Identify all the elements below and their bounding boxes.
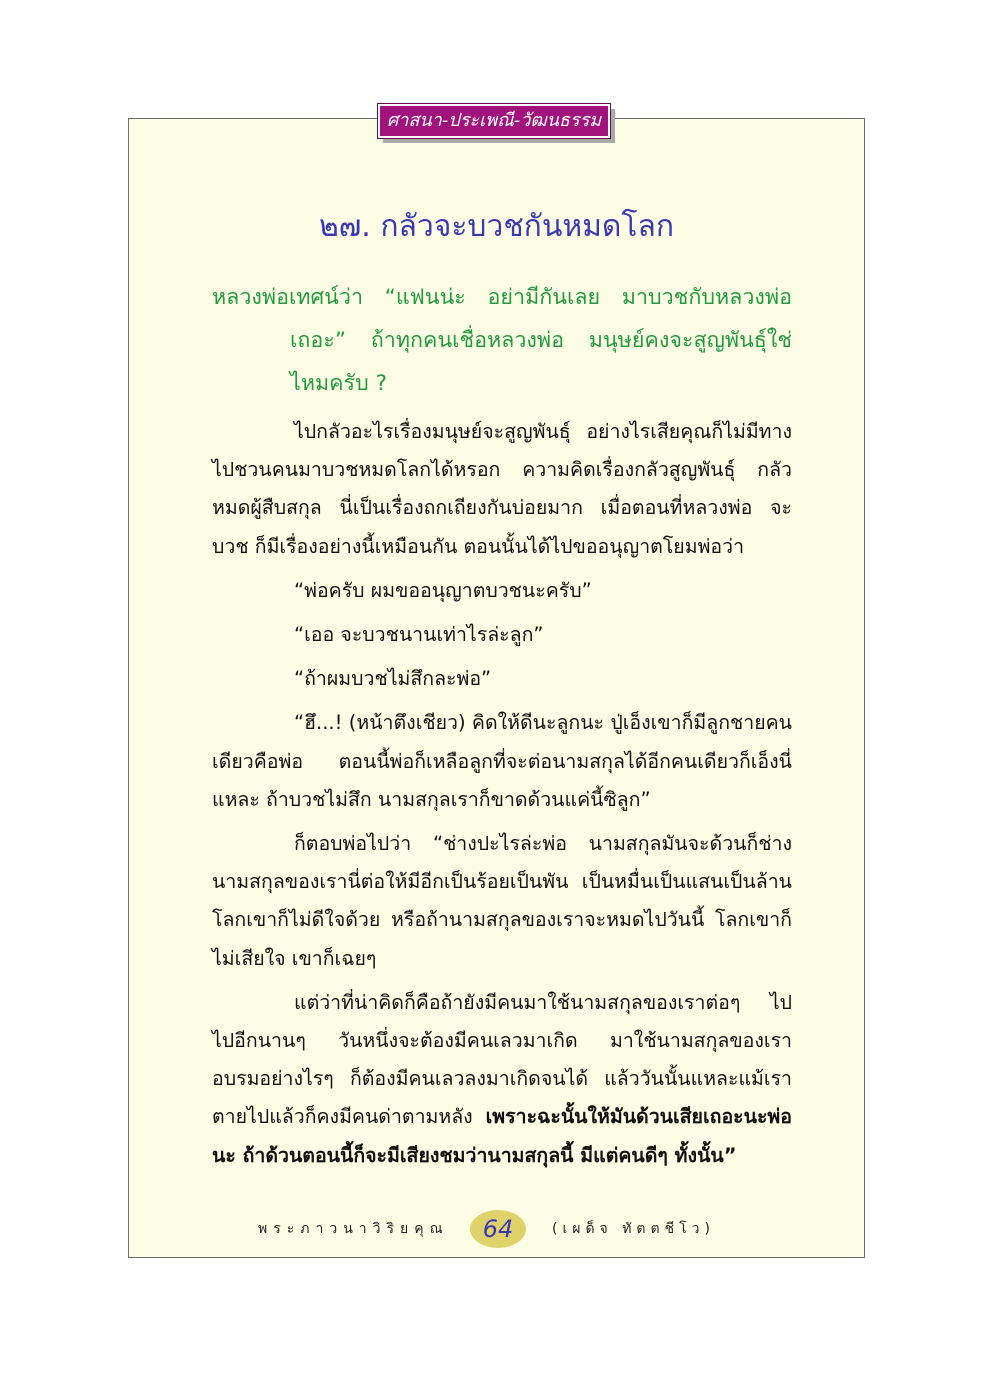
article-body xyxy=(212,413,792,1181)
paragraph-final xyxy=(212,984,792,1175)
author-name: (เผด็จ ทัตตชีโว) xyxy=(552,1221,715,1237)
dialogue-line: “ถ้าผมบวชไม่สึกละพ่อ” xyxy=(294,667,492,691)
page-number: 64 xyxy=(470,1210,526,1248)
paragraph: ก็ตอบพ่อไปว่า “ช่างปะไรล่ะพ่อ นามสกุลมันจะด้วนก็ช่างนามสกุลของเรานี่ต่อให้มีอีกเป็นร้อยเป็นพัน เป็นหมื่นเป็นแสนเป็นล้านโลกเขาก็ไม่ดีใจด้วย หรือถ้านามสกุลของเราจะหมดไปวันนี้ โลกเขาก็ไม่เสียใจ เขาก็เฉยๆ xyxy=(212,832,792,970)
paragraph-text: แต่ว่าที่น่าคิดก็คือถ้ายังมีคนมาใช้นามสกุลของเราต่อๆ ไป ไปอีกนานๆ วันหนึ่งจะต้องมีคนเลวมาเกิด มาใช้นามสกุลของเรา อบรมอย่างไรๆ ก็ต้องมีคนเลวลงมาเกิดจนได้ แล้ววันนั้นแหละแม้เราตายไปแล้วก็คงมีคนด่าตามหลัง xyxy=(212,990,792,1129)
category-tab-label: ศาสนา-ประเพณี-วัฒนธรรม xyxy=(378,104,610,138)
paragraph: ไปกลัวอะไรเรื่องมนุษย์จะสูญพันธุ์ อย่างไรเสียคุณก็ไม่มีทางไปชวนคนมาบวชหมดโลกได้หรอก ความคิดเรื่องกลัวสูญพันธุ์ กลัวหมดผู้สืบสกุล นี่เป็นเรื่องถกเถียงกันบ่อยมาก เมื่อตอนที่หลวงพ่อ จะบวช ก็มีเรื่องอย่างนี้เหมือนกัน ตอนนั้นได้ไปขออนุญาตโยมพ่อว่า xyxy=(212,420,792,558)
dialogue-line: “เออ จะบวชนานเท่าไรล่ะลูก” xyxy=(294,623,544,647)
paragraph: “ฮึ...! (หน้าตึงเชียว) คิดให้ดีนะลูกนะ ปู่เอ็งเขาก็มีลูกชายคนเดียวคือพ่อ ตอนนี้พ่อก็เหลือลูกที่จะต่อนามสกุลได้อีกคนเดียวก็เอ็งนี่แหละ ถ้าบวชไม่สึก นามสกุลเราก็ขาดด้วนแค่นี้ซิลูก” xyxy=(212,711,792,811)
page-footer xyxy=(128,1210,865,1250)
dialogue-line: “พ่อครับ ผมขออนุญาตบวชนะครับ” xyxy=(294,578,592,602)
article-title: ๒๗. กลัวจะบวชกันหมดโลก xyxy=(318,209,675,244)
reader-question: หลวงพ่อเทศน์ว่า “แฟนน่ะ อย่ามีกันเลย มาบวชกับหลวงพ่อเถอะ” ถ้าทุกคนเชื่อหลวงพ่อ มนุษย์คงจะสูญพันธุ์ใช่ไหมครับ ? xyxy=(212,285,792,396)
book-title: พระภาวนาวิริยคุณ xyxy=(258,1221,449,1237)
category-tab xyxy=(378,104,616,144)
closing-bold-text: เพราะฉะนั้นให้มันด้วนเสียเถอะนะพ่อนะ ถ้าด้วนตอนนี้ก็จะมีเสียงชมว่านามสกุลนี้ มีแต่คนดีๆ ทั้งนั้น” xyxy=(212,1105,792,1167)
